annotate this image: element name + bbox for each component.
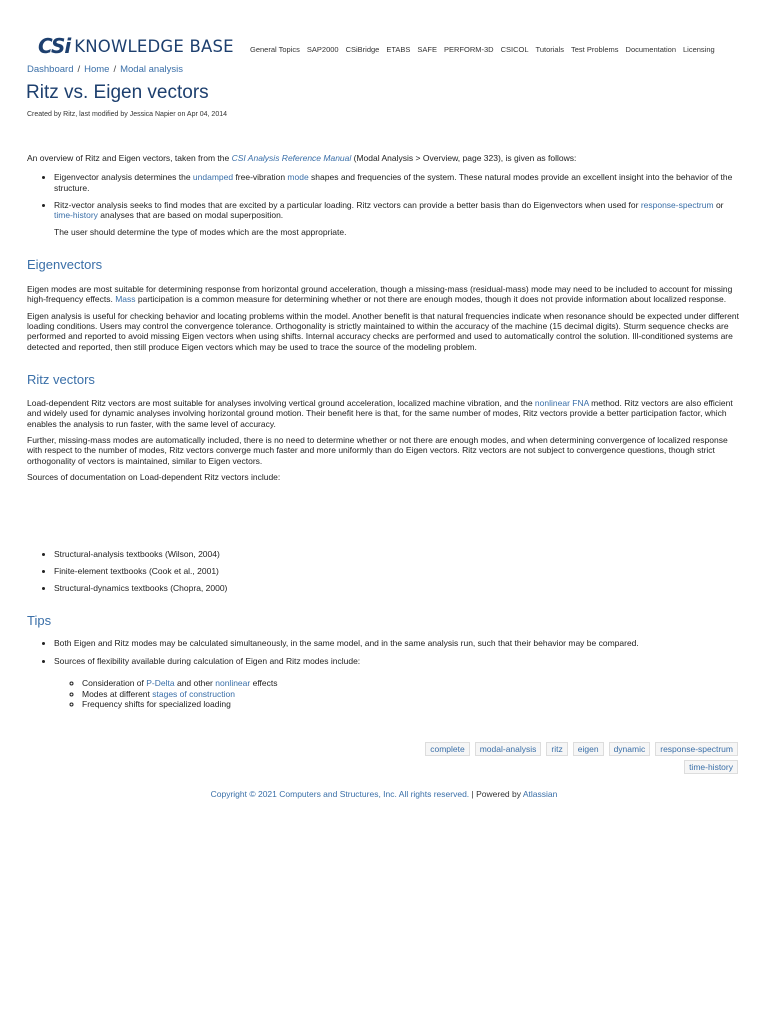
nav-sap2000[interactable]: SAP2000 — [306, 45, 339, 54]
overview-text: Eigenvector analysis determines the — [54, 172, 193, 183]
page-byline: Created by Ritz, last modified by Jessica Napier on Apr 04, 2014 — [27, 111, 227, 118]
page-content — [27, 153, 742, 716]
list-item — [54, 200, 742, 221]
label-modal-analysis[interactable]: modal-analysis — [475, 742, 542, 756]
time-history-link[interactable]: time-history — [54, 210, 98, 221]
list-item — [82, 689, 742, 699]
site-header — [38, 34, 738, 58]
nav-general-topics[interactable]: General Topics — [250, 45, 300, 54]
nav-csicol[interactable]: CSICOL — [500, 45, 529, 54]
nav-test-problems[interactable]: Test Problems — [571, 45, 619, 54]
eigen-paragraph-1 — [27, 284, 742, 305]
analysis-reference-manual-link[interactable]: CSI Analysis Reference Manual — [231, 153, 352, 163]
label-ritz[interactable]: ritz — [546, 742, 567, 756]
breadcrumb-home[interactable]: Home — [84, 64, 110, 75]
tips-text: effects — [250, 678, 278, 689]
tips-heading: Tips — [27, 612, 52, 628]
mode-link[interactable]: mode — [287, 172, 309, 183]
copyright-link[interactable]: Copyright © 2021 Computers and Structures, Inc. All rights reserved. — [210, 789, 470, 799]
list-item — [82, 678, 742, 688]
overview-text: or — [713, 200, 724, 211]
breadcrumb-separator: / — [113, 64, 117, 75]
tips-text: Modes at different — [82, 688, 153, 699]
breadcrumb-dashboard[interactable]: Dashboard — [27, 64, 74, 75]
footer-separator: | Powered by — [469, 789, 523, 799]
intro-text: An overview of Ritz and Eigen vectors, taken from the — [27, 153, 232, 163]
nav-documentation[interactable]: Documentation — [625, 45, 676, 54]
breadcrumb-modal-analysis[interactable]: Modal analysis — [120, 64, 183, 75]
ritz-paragraph-2: Further, missing-mass modes are automatically included, there is no need to determine whether or not there are enough modes, and when determining convergence of localized response with respect to the number of modes, Ritz vectors converge much faster and more uniformly than do Eigen vectors. Ritz vectors are not subject to convergence questions, though strict orthogonality of vectors is maintained, similar to Eigen vectors. — [27, 435, 728, 466]
tips-text: Sources of flexibility available during calculation of Eigen and Ritz modes include: — [54, 655, 361, 666]
flexibility-sublist — [54, 678, 742, 709]
ritz-text: method. Ritz vectors are also efficient and widely used for dynamic analyses involving horizontal ground motion. Their benefit here is that, for the same number of modes, Ritz vectors provide a better participation factor, which enables the analysis to run faster, with the same level of accuracy. — [27, 398, 733, 429]
nav-licensing[interactable]: Licensing — [683, 45, 715, 54]
csi-logo-mark: CSi — [38, 34, 71, 58]
tips-text: Consideration of — [82, 678, 147, 689]
eigen-text: participation is a common measure for determining whether or not there are enough modes, though it does not provide information about localized response. — [135, 294, 727, 305]
label-complete[interactable]: complete — [425, 742, 470, 756]
eigen-text: Eigen modes are most suitable for determining response from horizontal ground acceleration, though a missing-mass (residual-mass) mode may need to be included to account for missing high-frequency effects. — [27, 284, 733, 305]
nav-tutorials[interactable]: Tutorials — [535, 45, 565, 54]
ritz-paragraph-1 — [27, 398, 742, 429]
overview-list — [27, 172, 742, 220]
p-delta-link[interactable]: P-Delta — [146, 678, 175, 689]
overview-text: free-vibration — [233, 172, 288, 183]
list-item: • Structural-dynamics textbooks (Chopra, 2000) — [54, 583, 742, 593]
stages-of-construction-link[interactable]: stages of construction — [152, 688, 235, 699]
site-logo[interactable] — [38, 34, 234, 58]
top-nav — [250, 45, 715, 54]
nonlinear-fna-link[interactable]: nonlinear FNA — [534, 398, 589, 409]
page-footer — [0, 789, 768, 799]
label-time-history[interactable]: time-history — [684, 760, 738, 774]
nav-perform-3d[interactable]: PERFORM-3D — [444, 45, 494, 54]
tips-list — [27, 638, 742, 709]
undamped-link[interactable]: undamped — [192, 172, 234, 183]
eigen-paragraph-2: Eigen analysis is useful for checking behavior and locating problems within the model. Another benefit is that natural frequencies indicate when resonance should be expected under different loading conditions. Users may control the convergence tolerance. Orthogonality is strictly maintained to within the accuracy of the machine (15 decimal digits). Sturm sequence checks are performed and reported to avoid missing Eigen vectors when using shifts. Internal accuracy checks are performed and used to automatically control the solution. Ill-conditioned systems are detected and reported, then still produce Eigen vectors which may be used to trace the source of the modeling problem. — [27, 310, 739, 352]
knowledge-base-logo-text: KNOWLEDGE BASE — [74, 36, 234, 56]
ritz-text: Load-dependent Ritz vectors are most suitable for analyses involving vertical ground acceleration, localized machine vibration, and the — [27, 398, 535, 409]
label-eigen[interactable]: eigen — [573, 742, 604, 756]
overview-text: Ritz-vector analysis seeks to find modes that are excited by a particular loading. Ritz vectors can provide a better basis than do Eigenvectors when used for — [54, 200, 641, 211]
breadcrumb — [27, 64, 183, 75]
mass-link[interactable]: Mass — [115, 294, 136, 305]
nonlinear-link[interactable]: nonlinear — [215, 678, 251, 689]
nav-etabs[interactable]: ETABS — [386, 45, 411, 54]
nav-csibridge[interactable]: CSiBridge — [345, 45, 380, 54]
overview-note: The user should determine the type of modes which are the most appropriate. — [54, 226, 347, 237]
list-item: • Both Eigen and Ritz modes may be calculated simultaneously, in the same model, and in the same analysis run, such that their behavior may be compared. — [54, 638, 742, 648]
response-spectrum-link[interactable]: response-spectrum — [640, 200, 714, 211]
intro-paragraph — [27, 153, 742, 163]
page-labels — [398, 742, 738, 774]
atlassian-link[interactable]: Atlassian — [522, 789, 558, 799]
list-item: • Finite-element textbooks (Cook et al., 2001) — [54, 566, 742, 576]
list-item: ◦ Frequency shifts for specialized loading — [82, 699, 742, 709]
ritz-paragraph-3: Sources of documentation on Load-dependent Ritz vectors include: — [27, 472, 281, 483]
eigenvectors-heading: Eigenvectors — [27, 257, 103, 273]
nav-safe[interactable]: SAFE — [417, 45, 437, 54]
overview-text: shapes and frequencies of the system. These natural modes provide an excellent insight into the behavior of the structure. — [54, 172, 733, 193]
label-dynamic[interactable]: dynamic — [609, 742, 651, 756]
list-item: • Structural-analysis textbooks (Wilson, 2004) — [54, 549, 742, 559]
ritz-sources-list — [27, 549, 742, 594]
tips-text: and other — [174, 678, 216, 689]
overview-text: analyses that are based on modal superposition. — [97, 210, 284, 221]
page-title: Ritz vs. Eigen vectors — [26, 82, 209, 103]
list-item — [54, 172, 742, 193]
ritz-vectors-heading: Ritz vectors — [27, 372, 95, 388]
list-item — [54, 656, 742, 709]
intro-text-end: (Modal Analysis > Overview, page 323), is given as follows: — [351, 153, 577, 163]
breadcrumb-separator: / — [77, 64, 81, 75]
label-response-spectrum[interactable]: response-spectrum — [655, 742, 738, 756]
